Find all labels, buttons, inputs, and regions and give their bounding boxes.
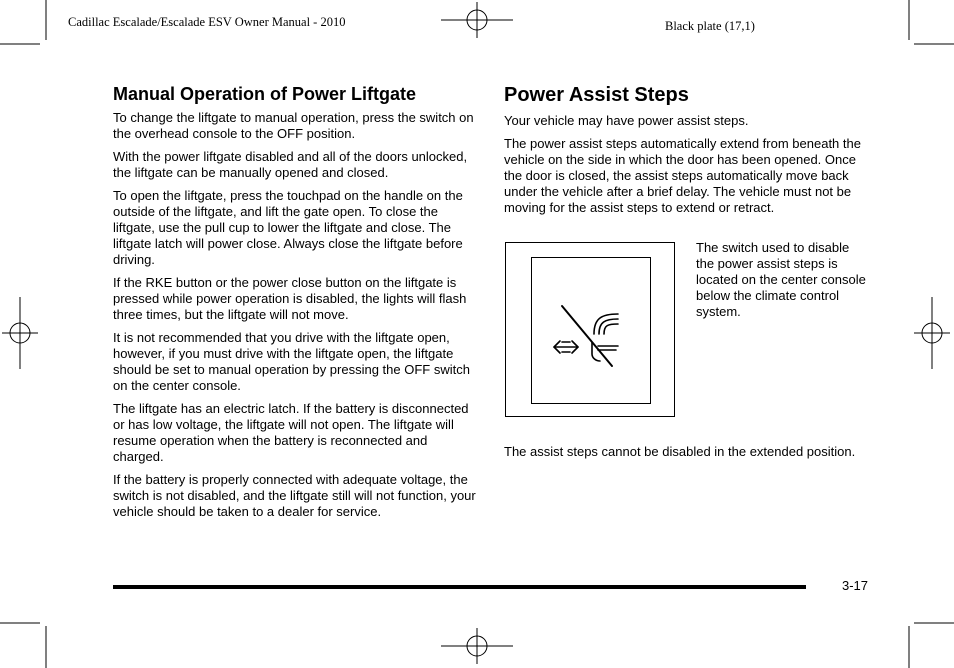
caption-text: The switch used to disable the power assist steps is located on the center console below the climate control system. — [696, 240, 866, 319]
section-heading-assist-steps: Power Assist Steps — [504, 84, 689, 106]
manual-title: Cadillac Escalade/Escalade ESV Owner Manual - 2010 — [68, 15, 346, 29]
paragraph: To change the liftgate to manual operation, press the switch on the overhead console to the OFF position. — [113, 110, 474, 141]
right-column — [504, 113, 869, 223]
figure-caption — [696, 240, 868, 320]
section-heading-liftgate: Manual Operation of Power Liftgate — [113, 84, 417, 104]
paragraph: To open the liftgate, press the touchpad on the handle on the outside of the liftgate, and lift the gate open. To close the liftgate, use the pull cup to lower the liftgate and close. The liftgate latch will power close. Always close the liftgate before driving. — [113, 188, 463, 267]
assist-steps-disabled-icon — [532, 258, 649, 402]
switch-button — [531, 257, 651, 404]
paragraph: Your vehicle may have power assist steps. — [504, 113, 749, 128]
black-plate-label: Black plate (17,1) — [665, 19, 755, 33]
paragraph: The assist steps cannot be disabled in the extended position. — [504, 444, 856, 459]
paragraph: The power assist steps automatically extend from beneath the vehicle on the side in which the door has been opened. Once the door is closed, the assist steps automatically move back under the vehicle after a brief delay. The vehicle must not be moving for the assist steps to extend or retract. — [504, 136, 861, 215]
closing-paragraph-block — [504, 444, 869, 460]
page-number: 3-17 — [842, 578, 869, 593]
paragraph: The liftgate has an electric latch. If the battery is disconnected or has low voltage, the liftgate will not open. The liftgate will resume operation when the battery is reconnected and charged. — [113, 401, 469, 464]
paragraph: It is not recommended that you drive with the liftgate open, however, if you must drive with the liftgate open, the liftgate should be set to manual operation by pressing the OFF switch on the center console. — [113, 330, 470, 393]
switch-illustration — [505, 242, 675, 417]
paragraph: With the power liftgate disabled and all of the doors unlocked, the liftgate can be manually opened and closed. — [113, 149, 468, 180]
paragraph: If the RKE button or the power close button on the liftgate is pressed while power operation is disabled, the lights will flash three times, but the liftgate will not move. — [113, 275, 467, 322]
footer-rule — [113, 585, 806, 589]
left-column — [113, 110, 479, 527]
paragraph: If the battery is properly connected with adequate voltage, the switch is not disabled, and the liftgate still will not function, your vehicle should be taken to a dealer for service. — [113, 472, 476, 519]
